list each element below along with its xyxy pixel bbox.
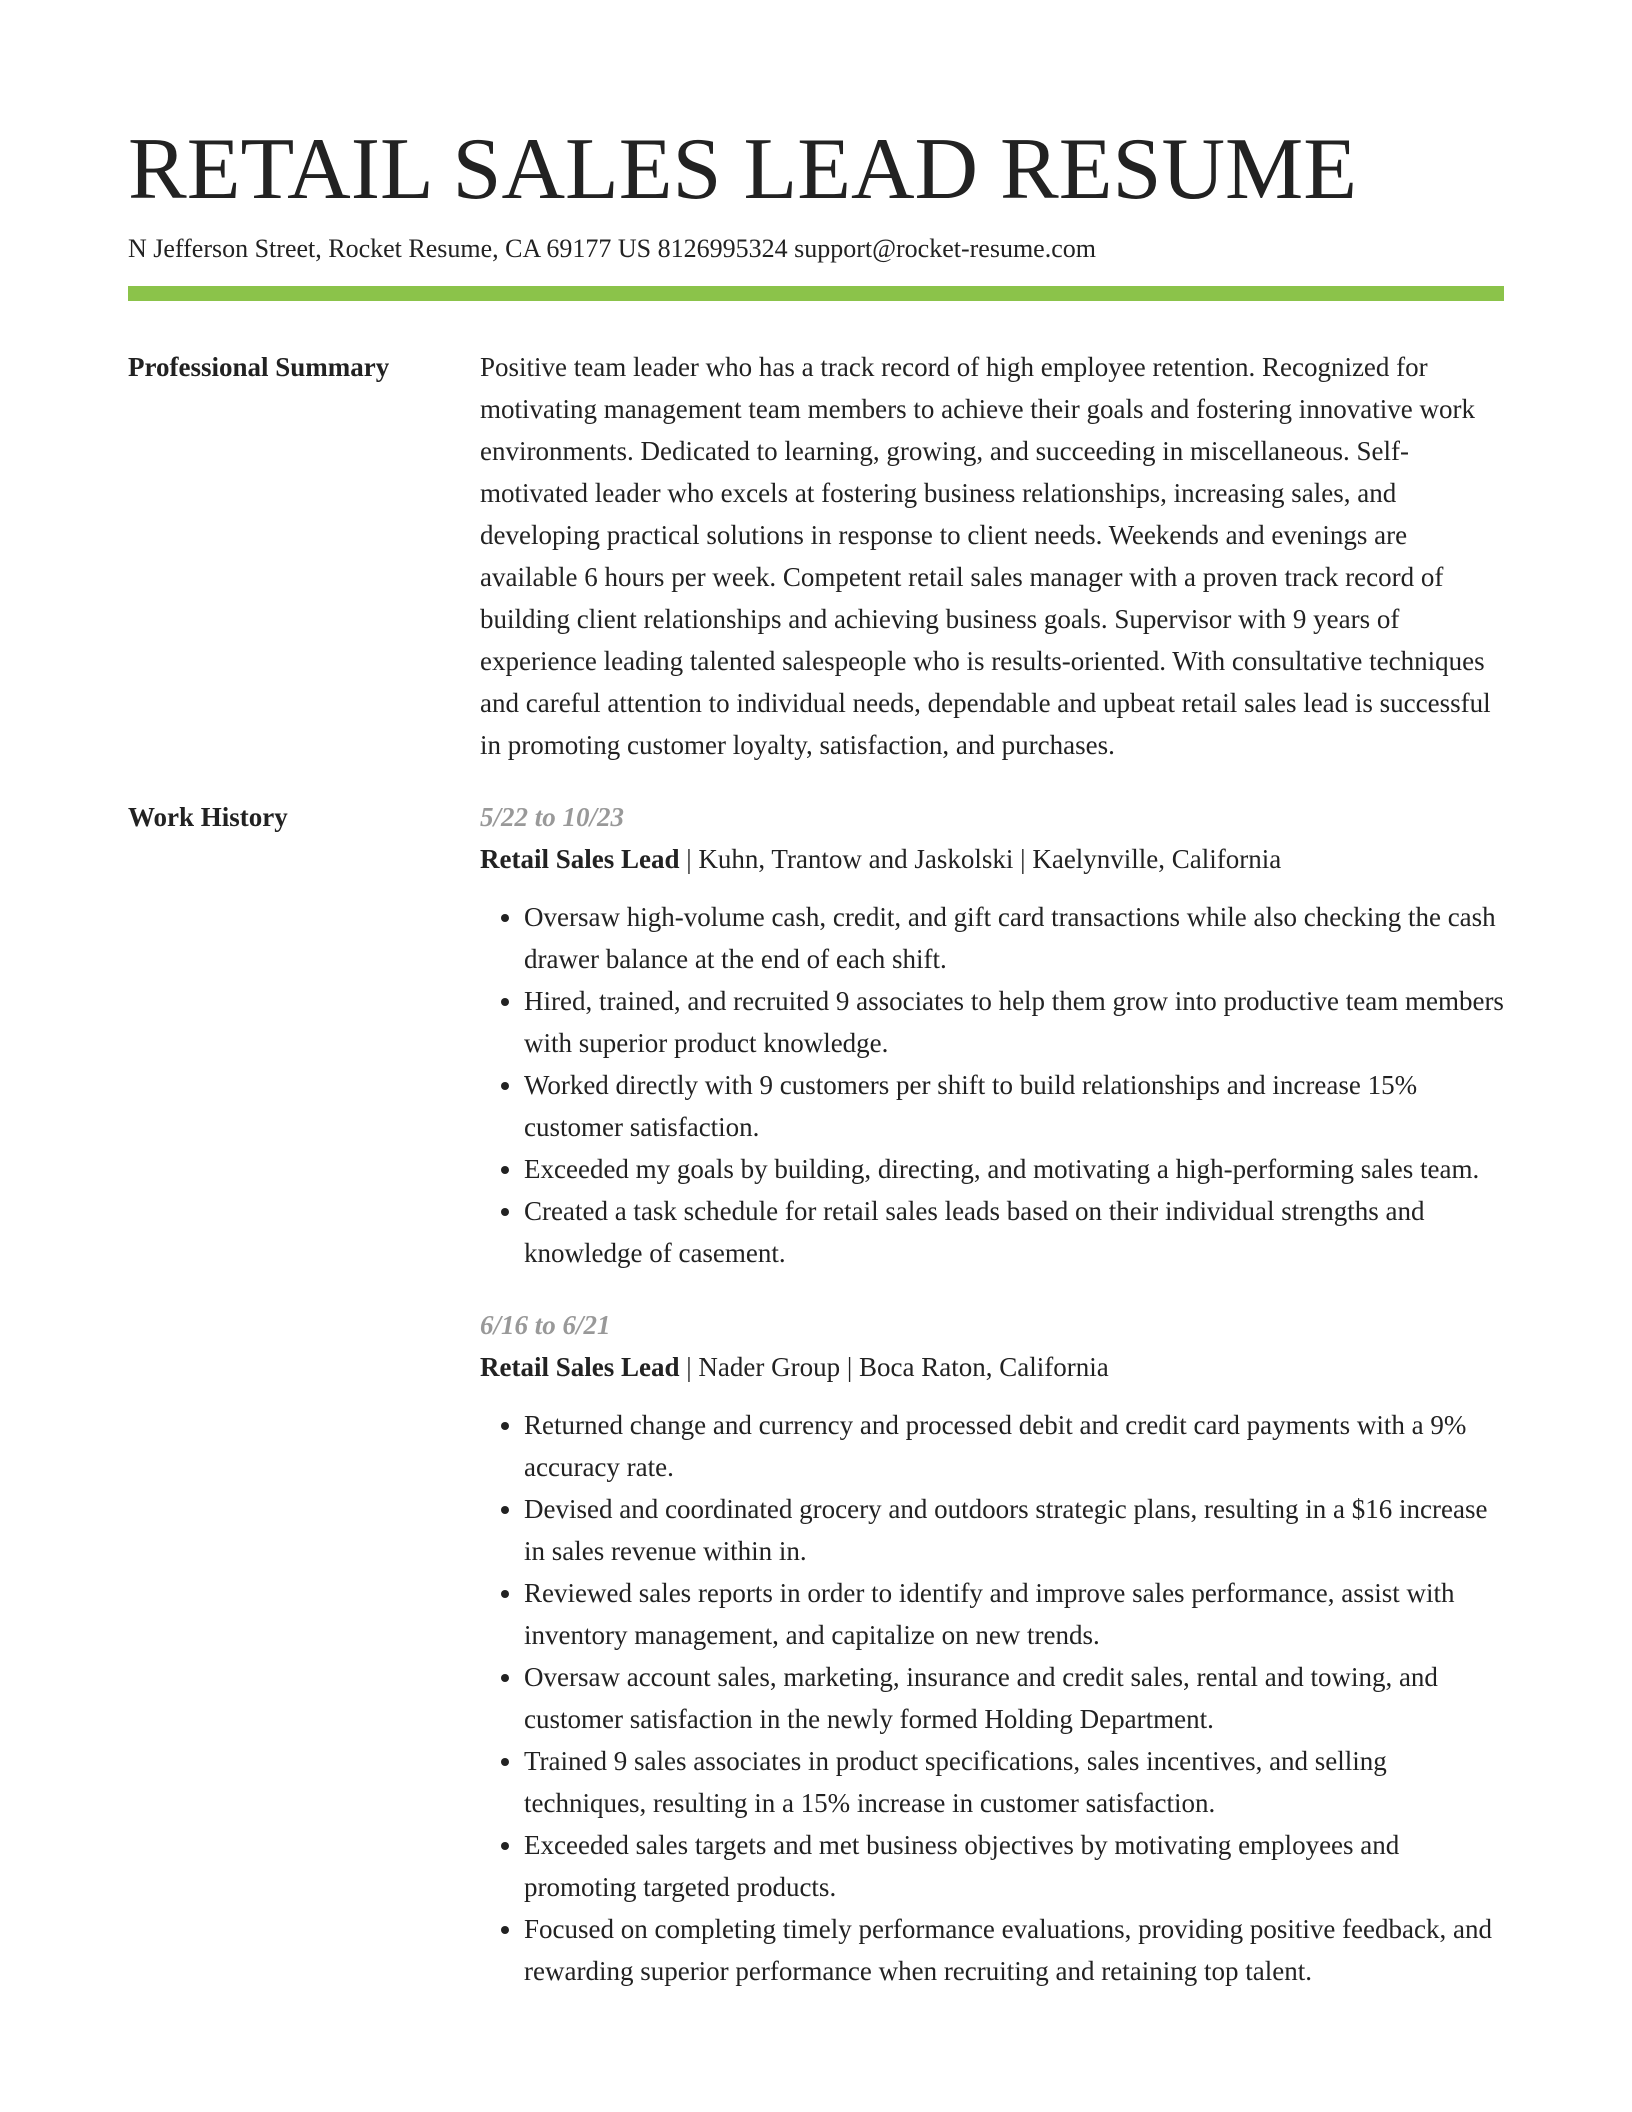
job-dates: 5/22 to 10/23	[480, 802, 625, 832]
summary-text: Positive team leader who has a track record of high employee retention. Recognized for motivating management team members to achieve their goals and fostering innovative work environments. Dedicated to learning, growing, and succeeding in miscellaneous. Self-motivated leader who excels at fostering business relationships, increasing sales, and developing practical solutions in response to client needs. Weekends and evenings are available 6 hours per week. Competent retail sales manager with a proven track record of building client relationships and achieving business goals. Supervisor with 9 years of experience leading talented salespeople who is results-oriented. With consultative techniques and careful attention to individual needs, dependable and upbeat retail sales lead is successful in promoting customer loyalty, satisfaction, and purchases.	[480, 352, 1491, 760]
job-bullet: • Reviewed sales reports in order to identify and improve sales performance, assist with inventory management, and capitalize on new trends.	[524, 1572, 1504, 1656]
job-bullet: • Devised and coordinated grocery and outdoors strategic plans, resulting in a $16 increase in sales revenue within in.	[524, 1488, 1504, 1572]
work-history-body	[480, 796, 1504, 1992]
contact-line: N Jefferson Street, Rocket Resume, CA 69177 US 8126995324 support@rocket-resume.com	[128, 234, 1096, 263]
job-bullet: • Created a task schedule for retail sales leads based on their individual strengths and knowledge of casement.	[524, 1190, 1504, 1274]
job-role: Retail Sales Lead	[480, 844, 680, 874]
job-bullet-list	[480, 896, 1504, 1274]
job-heading	[480, 1346, 1504, 1388]
job-employer-location: | Nader Group | Boca Raton, California	[679, 1352, 1109, 1382]
job-bullet: • Exceeded my goals by building, directing, and motivating a high-performing sales team.	[524, 1148, 1504, 1190]
work-history-label: Work History	[128, 802, 288, 832]
job-list	[480, 796, 1504, 1992]
resume-title: RETAIL SALES LEAD RESUME	[128, 121, 1357, 218]
job-bullet: • Trained 9 sales associates in product specifications, sales incentives, and selling techniques, resulting in a 15% increase in customer satisfaction.	[524, 1740, 1504, 1824]
job-dates: 6/16 to 6/21	[480, 1310, 611, 1340]
summary-label: Professional Summary	[128, 352, 390, 382]
job-heading	[480, 838, 1504, 880]
job-role: Retail Sales Lead	[480, 1352, 680, 1382]
job-entry	[480, 796, 1504, 1274]
job-bullet: • Focused on completing timely performance evaluations, providing positive feedback, and rewarding superior performance when recruiting and retaining top talent.	[524, 1908, 1504, 1992]
job-employer-location: | Kuhn, Trantow and Jaskolski | Kaelynville, California	[679, 844, 1282, 874]
summary-body	[480, 346, 1504, 766]
job-bullet: • Returned change and currency and processed debit and credit card payments with a 9% accuracy rate.	[524, 1404, 1504, 1488]
job-bullet: • Hired, trained, and recruited 9 associates to help them grow into productive team members with superior product knowledge.	[524, 980, 1504, 1064]
job-entry	[480, 1304, 1504, 1992]
job-bullet-list	[480, 1404, 1504, 1992]
job-bullet: • Exceeded sales targets and met business objectives by motivating employees and promoting targeted products.	[524, 1824, 1504, 1908]
header-divider	[128, 286, 1504, 301]
job-bullet: • Oversaw account sales, marketing, insurance and credit sales, rental and towing, and customer satisfaction in the newly formed Holding Department.	[524, 1656, 1504, 1740]
job-bullet: • Worked directly with 9 customers per shift to build relationships and increase 15% customer satisfaction.	[524, 1064, 1504, 1148]
job-bullet: • Oversaw high-volume cash, credit, and gift card transactions while also checking the cash drawer balance at the end of each shift.	[524, 896, 1504, 980]
